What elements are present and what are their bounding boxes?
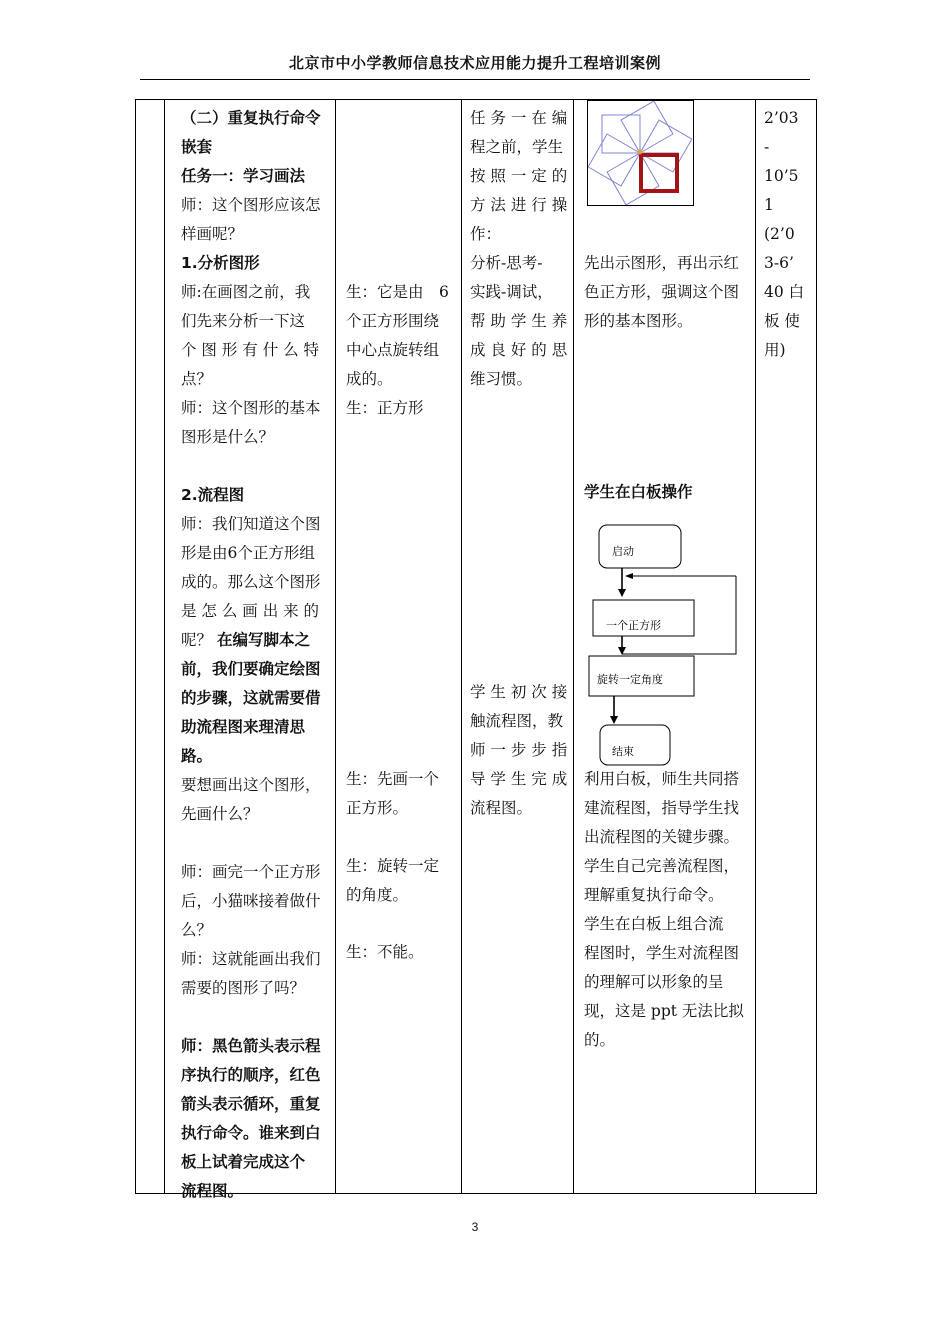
- student-response-1: [346, 278, 454, 423]
- student-line: 正方形。: [346, 799, 409, 817]
- content-line: 点？: [181, 370, 213, 388]
- page-number: 3: [471, 1220, 479, 1234]
- media-note-2: [584, 765, 752, 1055]
- media-note-1: [584, 249, 752, 336]
- content-line: 任务一：学习画法: [181, 167, 306, 185]
- student-line: 生：旋转一定: [346, 857, 440, 875]
- content-line: 师：我们知道这个图: [181, 515, 321, 533]
- media-line: 的。: [584, 1031, 616, 1049]
- media-line: 程图时，学生对流程图: [584, 944, 740, 962]
- time-line: 3-6’: [764, 254, 794, 272]
- column-divider: [755, 100, 756, 1193]
- column-divider: [335, 100, 336, 1193]
- content-line: [181, 626, 329, 655]
- content-line: 样画呢？: [181, 225, 244, 243]
- media-line: 学生自己完善流程图，: [584, 857, 740, 875]
- content-line: 2.流程图: [181, 486, 245, 504]
- flow-end-box: [600, 725, 670, 765]
- media-line: 现，这是 ppt 无法比拟: [584, 1002, 744, 1020]
- student-line: 成的。: [346, 370, 393, 388]
- intent-line: 触流程图，教: [470, 712, 564, 730]
- time-column: [764, 104, 812, 365]
- student-response-2: [346, 765, 454, 823]
- intent-line: 实践-调试，: [470, 283, 553, 301]
- content-line: 么？: [181, 921, 213, 939]
- time-line: 2’03: [764, 109, 799, 127]
- column-divider: [573, 100, 574, 1193]
- content-line: 要想画出这个图形，: [181, 776, 321, 794]
- content-line: 师:在画图之前，我: [181, 283, 311, 301]
- content-line: 1.分析图形: [181, 254, 260, 272]
- content-line: 图形是什么？: [181, 428, 275, 446]
- intent-line: 方 法 进 行 操: [470, 196, 568, 214]
- content-line: [181, 1003, 329, 1032]
- intent-line: 成 良 好 的 思: [470, 341, 568, 359]
- content-line: 先画什么？: [181, 805, 259, 823]
- rotated-squares-image: [588, 101, 693, 205]
- column-divider: [461, 100, 462, 1193]
- content-line: 是 怎 么 画 出 来 的: [181, 602, 320, 620]
- content-line: 的步骤，这就需要借: [181, 689, 321, 707]
- content-line: 执行命令。谁来到白: [181, 1124, 321, 1142]
- column-divider: [164, 100, 165, 1193]
- content-line: 箭头表示循环，重复: [181, 1095, 321, 1113]
- content-line: 序执行的顺序，红色: [181, 1066, 321, 1084]
- content-line: 嵌套: [181, 138, 213, 156]
- time-line: 40 白: [764, 283, 805, 301]
- intent-line: 按 照 一 定 的: [470, 167, 568, 185]
- content-line: [181, 452, 329, 481]
- content-line: 需要的图形了吗？: [181, 979, 306, 997]
- content-line-plain: 呢？: [181, 631, 217, 649]
- time-line: 10’5: [764, 167, 799, 185]
- page-header: 北京市中小学教师信息技术应用能力提升工程培训案例: [288, 54, 661, 72]
- flow-step1-label: 一个正方形: [606, 619, 661, 632]
- header-rule: [140, 79, 810, 80]
- design-intent-1: [470, 104, 568, 394]
- intent-line: 学 生 初 次 接: [470, 683, 568, 701]
- content-line: [181, 829, 329, 858]
- content-line: 师：画完一个正方形: [181, 863, 321, 881]
- design-intent-2: [470, 678, 568, 823]
- media-line: 学生在白板上组合流: [584, 915, 724, 933]
- flow-end-label: 结束: [612, 745, 634, 758]
- content-column: [181, 104, 329, 1206]
- content-line: 形是由6个正方形组: [181, 544, 315, 562]
- loop-arrowhead: [625, 573, 633, 579]
- media-line: 建流程图，指导学生找: [584, 799, 740, 817]
- student-line: 中心点旋转组: [346, 341, 440, 359]
- content-line: 师：这个图形应该怎: [181, 196, 321, 214]
- content-line: 师：这个图形的基本: [181, 399, 321, 417]
- media-line: 利用白板，师生共同搭: [584, 770, 740, 788]
- flow-start-label: 启动: [612, 545, 634, 558]
- content-line: 师：黑色箭头表示程: [181, 1037, 321, 1055]
- student-line: 的角度。: [346, 886, 409, 904]
- student-line: 生：它是由 6: [346, 283, 449, 301]
- intent-line: 维习惯。: [470, 370, 533, 388]
- intent-line: 帮 助 学 生 养: [470, 312, 568, 330]
- student-line: 生：正方形: [346, 399, 424, 417]
- intent-line: 师 一 步 步 指: [470, 741, 568, 759]
- intent-line: 流程图。: [470, 799, 533, 817]
- content-line: 们先来分析一下这: [181, 312, 306, 330]
- student-line: 生：不能。: [346, 943, 424, 961]
- intent-line: 程之前，学生: [470, 138, 564, 156]
- time-line: 用): [764, 341, 786, 359]
- rotated-squares-figure: [587, 100, 694, 206]
- media-line: 形的基本图形。: [584, 312, 693, 330]
- intent-line: 导 学 生 完 成: [470, 770, 568, 788]
- time-line: 板 使: [764, 312, 800, 330]
- lesson-table: [135, 99, 817, 1200]
- content-line: 板上试着完成这个: [181, 1153, 306, 1171]
- content-line: 助流程图来理清思: [181, 718, 306, 736]
- content-line: 个 图 形 有 什 么 特: [181, 341, 320, 359]
- flowchart: [584, 520, 754, 772]
- time-line: 1: [764, 196, 774, 214]
- student-response-3: [346, 852, 454, 910]
- intent-line: 任 务 一 在 编: [470, 109, 568, 127]
- content-line: 成的。那么这个图形: [181, 573, 321, 591]
- content-line: 师：这就能画出我们: [181, 950, 321, 968]
- student-line: 生：先画一个: [346, 770, 440, 788]
- student-line: 个正方形围绕: [346, 312, 440, 330]
- content-line: 路。: [181, 747, 213, 765]
- content-line: 后，小猫咪接着做什: [181, 892, 321, 910]
- content-line-bold: 在编写脚本之: [216, 631, 310, 649]
- media-heading: 学生在白板操作: [584, 483, 693, 501]
- media-line: 出流程图的关键步骤。: [584, 828, 740, 846]
- content-line: （二）重复执行命令: [181, 109, 321, 127]
- media-line: 先出示图形，再出示红: [584, 254, 740, 272]
- time-line: (2’0: [764, 225, 795, 243]
- intent-line: 作：: [470, 225, 502, 243]
- intent-line: 分析-思考-: [470, 254, 543, 272]
- student-response-4: [346, 938, 454, 967]
- media-line: 的理解可以形象的呈: [584, 973, 724, 991]
- media-line: 理解重复执行命令。: [584, 886, 724, 904]
- time-line: -: [764, 138, 770, 156]
- content-line: 前，我们要确定绘图: [181, 660, 321, 678]
- flow-step2-label: 旋转一定角度: [597, 673, 663, 686]
- content-line: 流程图。: [181, 1182, 244, 1200]
- media-line: 色正方形，强调这个图: [584, 283, 740, 301]
